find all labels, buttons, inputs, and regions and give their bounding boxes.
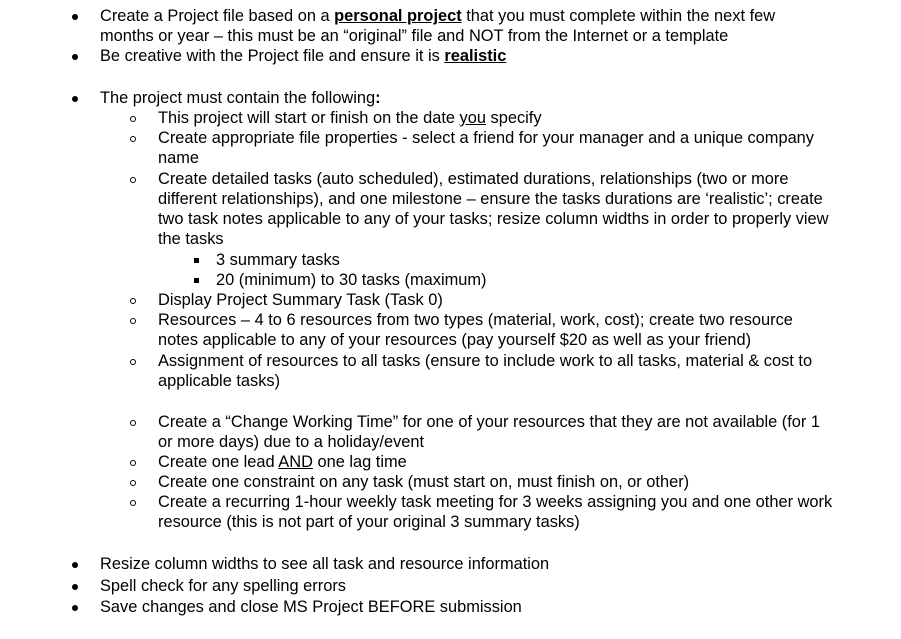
subsublist-item-task-count: 20 (minimum) to 30 tasks (maximum) [216, 271, 487, 289]
bullet-dot-icon [72, 584, 78, 590]
bullet-dot-icon [72, 14, 78, 20]
bullet-circle-icon [130, 136, 136, 142]
bullet-circle-icon [130, 318, 136, 324]
list-item-create-project-file: Create a Project file based on a personal project that you must complete within the next few months or year – this must be an “original” file and NOT from the Internet or a template [100, 7, 776, 45]
sublist-item-recurring-task: Create a recurring 1-hour weekly task meeting for 3 weeks assigning you and one other work resource (this is not part of your original 3 summary tasks) [158, 493, 833, 531]
bullet-square-icon [194, 258, 199, 263]
bullet-circle-icon [130, 116, 136, 122]
bullet-dot-icon [72, 54, 78, 60]
bullet-circle-icon [130, 480, 136, 486]
bullet-circle-icon [130, 500, 136, 506]
subsublist-item-summary-tasks: 3 summary tasks [216, 251, 340, 269]
emphasis-realistic: realistic [444, 47, 507, 65]
list-item-save-close: Save changes and close MS Project BEFORE submission [100, 598, 522, 616]
bullet-square-icon [194, 278, 199, 283]
bullet-dot-icon [72, 96, 78, 102]
sublist-item-working-time: Create a “Change Working Time” for one of your resources that they are not available (for 1 or more days) due to a holiday/event [158, 413, 821, 451]
bullet-circle-icon [130, 298, 136, 304]
sublist-item-constraint: Create one constraint on any task (must start on, must finish on, or other) [158, 473, 690, 491]
bullet-dot-icon [72, 605, 78, 611]
sublist-item-summary-task: Display Project Summary Task (Task 0) [158, 291, 443, 309]
list-item-spell-check: Spell check for any spelling errors [100, 577, 346, 595]
bullet-dot-icon [72, 562, 78, 568]
sublist-item-start-finish-date: This project will start or finish on the date you specify [158, 109, 542, 127]
bullet-circle-icon [130, 359, 136, 365]
list-item-resize-columns: Resize column widths to see all task and resource information [100, 555, 550, 573]
sublist-item-detailed-tasks: Create detailed tasks (auto scheduled), estimated durations, relationships (two or more different relationships), and one milestone – ensure the tasks durations are ‘realistic’; create two task notes applicable to any of your tasks; resize column widths in order to properly view the tasks [158, 170, 829, 248]
list-item-be-creative: Be creative with the Project file and ensure it is realistic [100, 47, 507, 65]
bullet-circle-icon [130, 177, 136, 183]
sublist-item-lead-lag: Create one lead AND one lag time [158, 453, 407, 471]
sublist-item-file-properties: Create appropriate file properties - select a friend for your manager and a unique company name [158, 129, 814, 167]
bullet-circle-icon [130, 460, 136, 466]
sublist-item-resources: Resources – 4 to 6 resources from two types (material, work, cost); create two resource notes applicable to any of your resources (pay yourself $20 as well as your friend) [158, 311, 793, 349]
bullet-circle-icon [130, 420, 136, 426]
emphasis-personal-project: personal project [334, 7, 462, 25]
list-item-project-must-contain: The project must contain the following: [100, 89, 381, 107]
sublist-item-assignment: Assignment of resources to all tasks (ensure to include work to all tasks, material & cost to applicable tasks) [158, 352, 813, 390]
